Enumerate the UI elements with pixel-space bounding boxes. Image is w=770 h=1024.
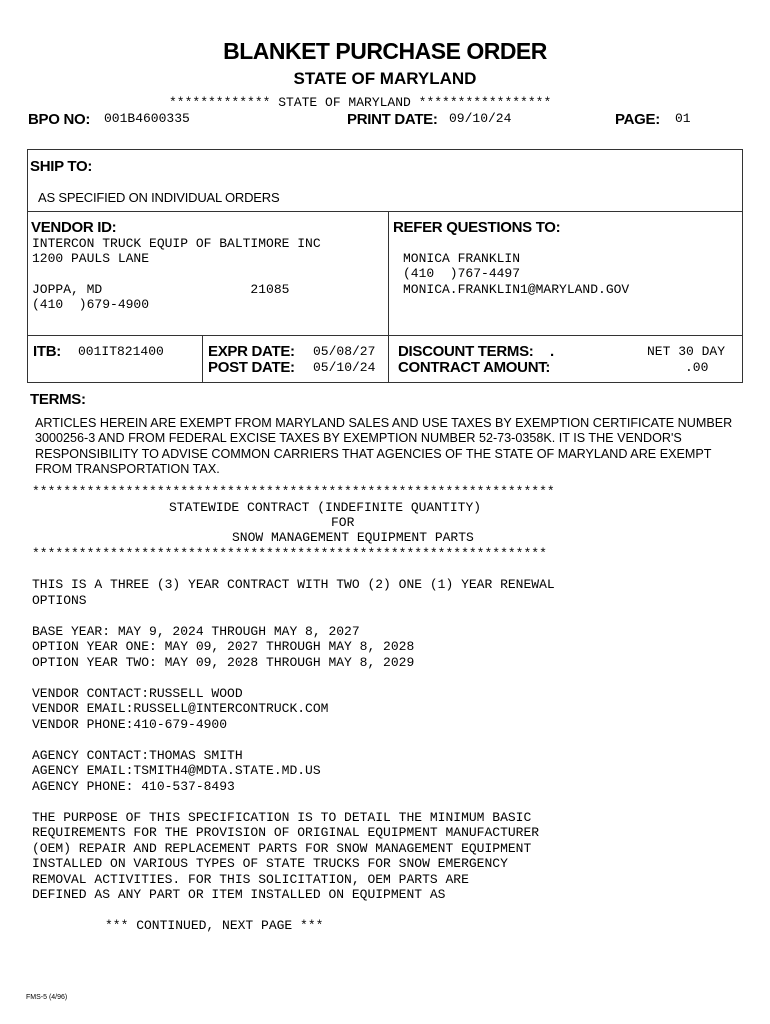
post-date-label: POST DATE: [208, 359, 295, 376]
contract-subject: SNOW MANAGEMENT EQUIPMENT PARTS [232, 530, 474, 545]
expr-date-value: 05/08/27 [313, 344, 376, 359]
body-line: AGENCY EMAIL:TSMITH4@MDTA.STATE.MD.US [32, 763, 321, 778]
ship-to-value: AS SPECIFIED ON INDIVIDUAL ORDERS [38, 190, 280, 205]
separator-stars: ****************************************************************** [32, 546, 547, 561]
body-line: OPTIONS [32, 593, 87, 608]
print-date-value: 09/10/24 [449, 111, 512, 126]
body-line: REQUIREMENTS FOR THE PROVISION OF ORIGINAL EQUIPMENT MANUFACTURER [32, 825, 540, 840]
post-date-value: 05/10/24 [313, 360, 376, 375]
document-title: BLANKET PURCHASE ORDER [223, 38, 547, 64]
vendor-phone: (410 )679-4900 [32, 297, 150, 312]
page-label: PAGE: [615, 111, 660, 128]
divider [388, 211, 389, 383]
vendor-city-zip: JOPPA, MD 21085 [32, 282, 290, 297]
discount-terms-value: NET 30 DAY [647, 344, 726, 359]
document-subtitle: STATE OF MARYLAND [293, 69, 477, 88]
body-line: VENDOR EMAIL:RUSSELL@INTERCONTRUCK.COM [32, 701, 329, 716]
form-id: FMS-5 (4/96) [26, 994, 68, 1001]
body-line: AGENCY CONTACT:THOMAS SMITH [32, 748, 243, 763]
body-line: OPTION YEAR TWO: MAY 09, 2028 THROUGH MAY 8, 2029 [32, 655, 415, 670]
contract-amount-label: CONTRACT AMOUNT: [398, 359, 551, 376]
state-banner: ************* STATE OF MARYLAND ***************** [169, 95, 552, 110]
terms-text: ARTICLES HEREIN ARE EXEMPT FROM MARYLAND SALES AND USE TAXES BY EXEMPTION CERTIFICATE NUMBER 3000256-3 AND FROM FEDERAL EXCISE TAXES BY EXEMPTION NUMBER 52-73-0358K. IT IS THE VENDOR'S RESPONSIBILITY TO ADVISE COMMON CARRIERS THAT AGENCIES OF THE STATE OF MARYLAND ARE EXEMPT FROM TRANSPORTATION TAX. [35, 416, 733, 476]
vendor-address: 1200 PAULS LANE [32, 251, 150, 266]
bpo-label: BPO NO: [28, 111, 91, 128]
body-line: DEFINED AS ANY PART OR ITEM INSTALLED ON EQUIPMENT AS [32, 887, 446, 902]
body-line: VENDOR CONTACT:RUSSELL WOOD [32, 686, 243, 701]
contract-title: STATEWIDE CONTRACT (INDEFINITE QUANTITY) [169, 500, 482, 515]
discount-terms-dot: . [550, 343, 554, 360]
discount-terms-label: DISCOUNT TERMS: [398, 343, 534, 360]
vendor-id-label: VENDOR ID: [31, 219, 117, 236]
body-line: (OEM) REPAIR AND REPLACEMENT PARTS FOR SNOW MANAGEMENT EQUIPMENT [32, 841, 532, 856]
body-line: THIS IS A THREE (3) YEAR CONTRACT WITH TWO (2) ONE (1) YEAR RENEWAL [32, 577, 555, 592]
body-line: INSTALLED ON VARIOUS TYPES OF STATE TRUCKS FOR SNOW EMERGENCY [32, 856, 508, 871]
print-date-label: PRINT DATE: [347, 111, 438, 128]
contract-amount-value: .00 [685, 360, 709, 375]
body-line: OPTION YEAR ONE: MAY 09, 2027 THROUGH MAY 8, 2028 [32, 639, 415, 654]
body-line: REMOVAL ACTIVITIES. FOR THIS SOLICITATION, OEM PARTS ARE [32, 872, 469, 887]
body-line: VENDOR PHONE:410-679-4900 [32, 717, 228, 732]
contact-email: MONICA.FRANKLIN1@MARYLAND.GOV [403, 282, 630, 297]
terms-label: TERMS: [30, 391, 86, 408]
ship-to-label: SHIP TO: [30, 158, 93, 175]
divider [202, 335, 203, 383]
contact-phone: (410 )767-4497 [403, 266, 521, 281]
divider [27, 211, 743, 212]
contract-for: FOR [331, 515, 355, 530]
body-line: THE PURPOSE OF THIS SPECIFICATION IS TO DETAIL THE MINIMUM BASIC [32, 810, 532, 825]
page-number: 01 [675, 111, 691, 126]
contact-name: MONICA FRANKLIN [403, 251, 521, 266]
continued-notice: *** CONTINUED, NEXT PAGE *** [105, 918, 324, 933]
bpo-number: 001B4600335 [104, 111, 190, 126]
body-line: AGENCY PHONE: 410-537-8493 [32, 779, 235, 794]
body-line: BASE YEAR: MAY 9, 2024 THROUGH MAY 8, 2027 [32, 624, 360, 639]
expr-date-label: EXPR DATE: [208, 343, 295, 360]
refer-questions-label: REFER QUESTIONS TO: [393, 219, 561, 236]
vendor-name: INTERCON TRUCK EQUIP OF BALTIMORE INC [32, 236, 321, 251]
separator-stars: ******************************************************************* [32, 484, 555, 499]
itb-number: 001IT821400 [78, 344, 164, 359]
divider [27, 335, 743, 336]
itb-label: ITB: [33, 343, 61, 360]
